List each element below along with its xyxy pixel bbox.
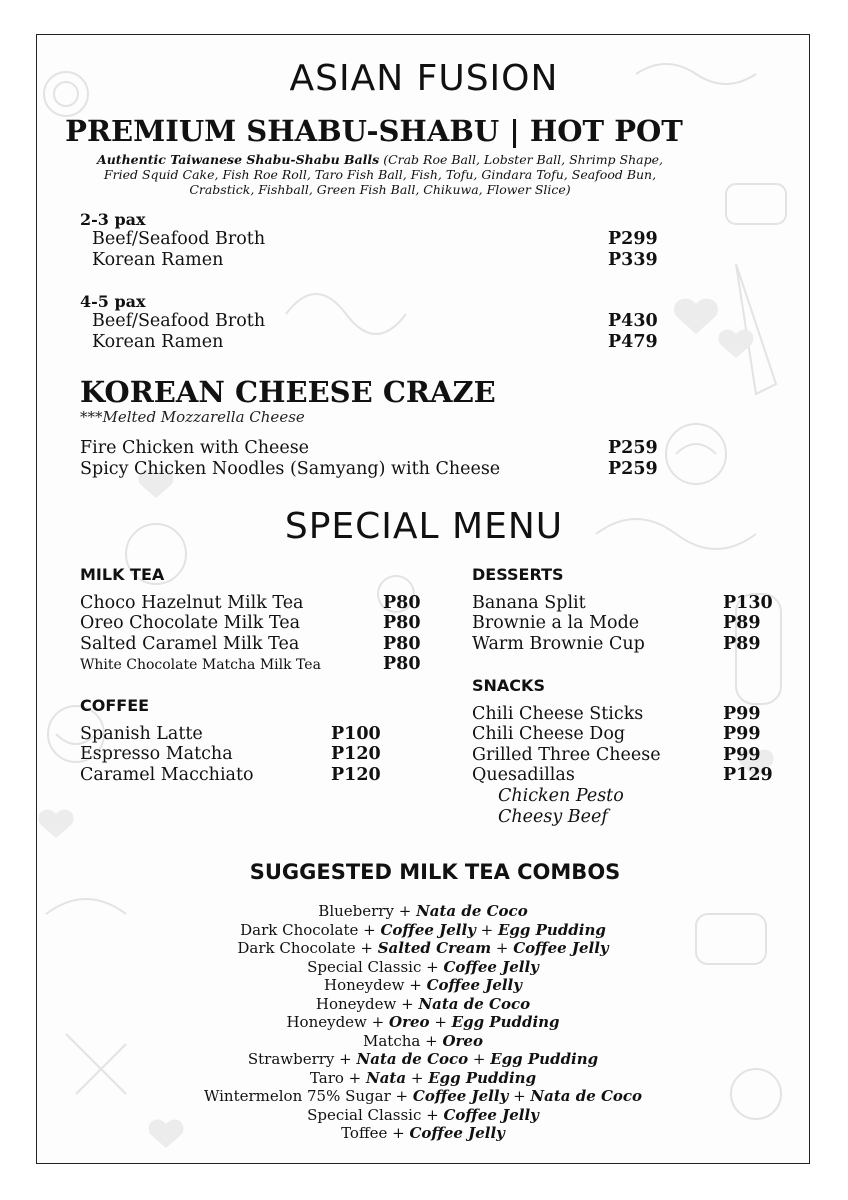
combo-plus: +: [429, 1013, 452, 1031]
combo-addon: Nata de Coco: [416, 902, 528, 920]
combo-base: Blueberry: [318, 902, 394, 920]
menu-item-name: Korean Ramen: [92, 332, 224, 352]
menu-item-price: P259: [608, 459, 658, 479]
menu-item-price: P100: [331, 724, 381, 744]
menu-item-name: Spanish Latte: [80, 724, 203, 744]
combo-addon: Coffee Jelly: [412, 1087, 509, 1105]
shabu-title: PREMIUM SHABU-SHABU | HOT POT: [65, 114, 683, 148]
brand-title: ASIAN FUSION: [289, 58, 559, 99]
combo-base: Special Classic: [307, 957, 422, 976]
combo-plus: +: [421, 957, 444, 976]
combo-base: Honeydew: [286, 1013, 367, 1031]
combo-addon: Coffee Jelly: [426, 976, 522, 994]
menu-item-name: Grilled Three Cheese: [472, 745, 661, 765]
combo-plus: +: [421, 1105, 444, 1124]
combo-base: Special Classic: [307, 1105, 422, 1124]
menu-item-price: P89: [723, 634, 761, 654]
special-menu-title: SPECIAL MENU: [284, 506, 564, 547]
combo-addon: Egg Pudding: [428, 1068, 537, 1087]
shabu-description-rest: (Crab Roe Ball, Lobster Ball, Shrimp Shape, Fried Squid Cake, Fish Roe Roll, Taro Fish Ball, Fish, Tofu, Gindara Tofu, Seafood Bun, Crabstick, Fishball, Green Fish Ball, Chikuwa, Flower Slice): [103, 152, 663, 197]
menu-item-price: P120: [331, 744, 381, 764]
menu-item-name: Warm Brownie Cup: [472, 634, 645, 654]
combo-line: [36, 995, 810, 1013]
combo-addon: Coffee Jelly: [443, 1105, 539, 1124]
combo-plus: +: [468, 1050, 491, 1068]
menu-item-price: P99: [723, 745, 761, 765]
menu-item-name: Caramel Macchiato: [80, 765, 254, 785]
combo-base: Strawberry: [247, 1050, 335, 1068]
combo-plus: +: [390, 1087, 413, 1105]
combo-plus: +: [358, 920, 381, 939]
combo-base: Taro: [309, 1068, 344, 1087]
combo-base: Dark Chocolate: [237, 939, 356, 957]
combo-base: Honeydew: [315, 994, 397, 1013]
menu-item-price: P120: [331, 765, 381, 785]
shabu-description: [80, 152, 680, 197]
combo-base: Dark Chocolate: [240, 920, 359, 939]
menu-item-name: Beef/Seafood Broth: [92, 229, 266, 249]
combo-addon: Nata: [366, 1068, 407, 1087]
combo-line: [36, 1106, 810, 1124]
menu-item-name: Oreo Chocolate Milk Tea: [80, 613, 301, 633]
combo-plus: +: [366, 1013, 390, 1031]
combo-line: [36, 921, 810, 939]
menu-item-price: P80: [383, 654, 421, 674]
combo-base: Toffee: [341, 1124, 388, 1142]
combo-addon: Oreo: [442, 1031, 483, 1050]
combo-plus: +: [355, 939, 378, 957]
combo-line: [36, 1124, 810, 1142]
menu-item-name: Choco Hazelnut Milk Tea: [80, 593, 304, 613]
combo-addon: Coffee Jelly: [513, 939, 609, 957]
combo-plus: +: [393, 902, 417, 920]
combo-plus: +: [475, 920, 498, 939]
combo-addon: Oreo: [389, 1013, 430, 1031]
combos-title: SUGGESTED MILK TEA COMBOS: [249, 860, 621, 884]
combo-base: Matcha: [363, 1031, 421, 1050]
desserts-title: DESSERTS: [472, 565, 564, 584]
combo-addon: Coffee Jelly: [443, 957, 539, 976]
menu-item-price: P89: [723, 613, 761, 633]
menu-item-name: Beef/Seafood Broth: [92, 311, 266, 331]
korean-title: KOREAN CHEESE CRAZE: [80, 375, 496, 409]
menu-item-name: Fire Chicken with Cheese: [80, 438, 310, 458]
menu-item-name: Brownie a la Mode: [472, 613, 640, 633]
pax-label: 4-5 pax: [80, 292, 146, 311]
combo-plus: +: [491, 939, 514, 957]
combo-line: [36, 976, 810, 994]
menu-item-price: P130: [723, 593, 773, 613]
menu-item-price: P129: [723, 765, 773, 785]
menu-item-price: P80: [383, 593, 421, 613]
menu-item-name: Salted Caramel Milk Tea: [80, 634, 300, 654]
combo-addon: Salted Cream: [377, 939, 492, 957]
menu-item-price: P299: [608, 229, 658, 249]
coffee-title: COFFEE: [80, 696, 150, 715]
korean-note: ***Melted Mozzarella Cheese: [80, 408, 305, 426]
combo-addon: Coffee Jelly: [409, 1124, 505, 1142]
combo-line: [36, 1069, 810, 1087]
variant-item: Cheesy Beef: [498, 807, 608, 827]
combo-plus: +: [420, 1031, 443, 1050]
combo-addon: Egg Pudding: [451, 1013, 560, 1031]
combo-plus: +: [343, 1068, 366, 1087]
combo-addon: Nata de Coco: [418, 994, 531, 1013]
milk-tea-title: MILK TEA: [80, 565, 165, 584]
combo-line: [36, 902, 810, 920]
combo-base: Honeydew: [324, 976, 405, 994]
menu-item-price: P80: [383, 613, 421, 633]
combo-addon: Coffee Jelly: [380, 920, 476, 939]
menu-item-name: White Chocolate Matcha Milk Tea: [80, 657, 321, 673]
menu-item-price: P339: [608, 250, 658, 270]
variant-item: Chicken Pesto: [498, 786, 624, 806]
menu-item-name: Chili Cheese Dog: [472, 724, 626, 744]
combo-line: [36, 1087, 810, 1105]
combo-plus: +: [404, 976, 427, 994]
combo-line: [36, 1032, 810, 1050]
menu-item-price: P99: [723, 724, 761, 744]
menu-item-price: P259: [608, 438, 658, 458]
combo-addon: Egg Pudding: [498, 920, 606, 939]
combo-line: [36, 1050, 810, 1068]
snacks-title: SNACKS: [472, 676, 545, 695]
combo-line: [36, 1013, 810, 1031]
menu-item-name: Banana Split: [472, 593, 586, 613]
menu-item-name: Quesadillas: [472, 765, 575, 785]
menu-item-name: Spicy Chicken Noodles (Samyang) with Cheese: [80, 459, 501, 479]
combo-plus: +: [387, 1124, 410, 1142]
combo-addon: Nata de Coco: [356, 1050, 469, 1068]
menu-item-price: P479: [608, 332, 658, 352]
shabu-description-bold: Authentic Taiwanese Shabu-Shabu Balls: [97, 152, 380, 167]
menu-item-name: Korean Ramen: [92, 250, 224, 270]
combo-addon: Egg Pudding: [490, 1050, 599, 1068]
menu-item-price: P430: [608, 311, 658, 331]
pax-label: 2-3 pax: [80, 210, 146, 229]
menu-item-name: Espresso Matcha: [80, 744, 233, 764]
combo-plus: +: [406, 1068, 429, 1087]
combo-line: [36, 958, 810, 976]
combo-base: Wintermelon 75% Sugar: [203, 1087, 391, 1105]
combo-line: [36, 939, 810, 957]
menu-item-price: P99: [723, 704, 761, 724]
combo-plus: +: [396, 994, 419, 1013]
combo-addon: Nata de Coco: [530, 1087, 643, 1105]
menu-item-price: P80: [383, 634, 421, 654]
combo-plus: +: [508, 1087, 531, 1105]
menu-item-name: Chili Cheese Sticks: [472, 704, 644, 724]
combo-plus: +: [334, 1050, 357, 1068]
